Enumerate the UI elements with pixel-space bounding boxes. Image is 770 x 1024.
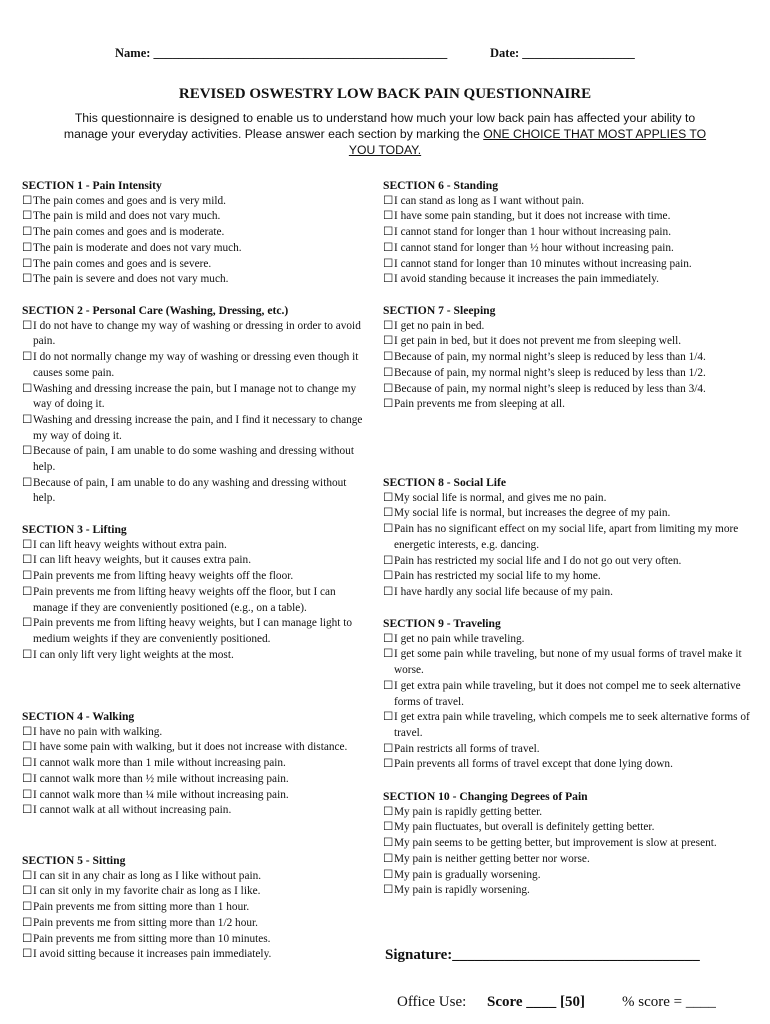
answer-option[interactable] bbox=[22, 225, 367, 241]
section-4 bbox=[22, 709, 367, 819]
checkbox-icon[interactable]: ☐ bbox=[383, 210, 394, 223]
answer-option[interactable] bbox=[383, 554, 755, 570]
checkbox-icon[interactable]: ☐ bbox=[22, 725, 33, 738]
answer-option[interactable] bbox=[22, 900, 367, 916]
answer-option-label: Pain prevents me from lifting heavy weights off the floor. bbox=[33, 570, 294, 583]
answer-option-label: Pain prevents me from lifting heavy weights, but I can manage light to medium weights if they are conveniently positioned. bbox=[33, 617, 353, 645]
answer-option[interactable] bbox=[22, 803, 367, 819]
checkbox-icon[interactable]: ☐ bbox=[383, 507, 394, 520]
answer-option[interactable] bbox=[383, 836, 755, 852]
office-use-label: Office Use: bbox=[397, 994, 467, 1010]
answer-option[interactable] bbox=[383, 272, 755, 288]
answer-option-label: My social life is normal, but increases the degree of my pain. bbox=[394, 507, 671, 520]
answer-option[interactable] bbox=[22, 194, 367, 210]
answer-option[interactable] bbox=[383, 491, 755, 507]
checkbox-icon[interactable]: ☐ bbox=[22, 772, 33, 785]
section-9 bbox=[383, 616, 755, 773]
answer-option[interactable] bbox=[22, 648, 367, 664]
answer-option-label: I can sit in any chair as long as I like without pain. bbox=[33, 869, 262, 882]
answer-option-label: I cannot stand for longer than 1 hour without increasing pain. bbox=[394, 226, 672, 239]
answer-option-label: Washing and dressing increase the pain, and I find it necessary to change my way of doing it. bbox=[33, 413, 363, 442]
checkbox-icon[interactable]: ☐ bbox=[383, 852, 394, 865]
answer-option[interactable] bbox=[22, 382, 367, 413]
checkbox-icon[interactable]: ☐ bbox=[22, 382, 33, 395]
answer-option-label: My pain is gradually worsening. bbox=[394, 868, 541, 881]
checkbox-icon[interactable]: ☐ bbox=[383, 711, 394, 724]
answer-option[interactable] bbox=[383, 710, 755, 741]
checkbox-icon[interactable]: ☐ bbox=[22, 932, 33, 945]
answer-option-label: I get some pain while traveling, but none of my usual forms of travel make it worse. bbox=[394, 648, 742, 677]
answer-option-label: I avoid standing because it increases the pain immediately. bbox=[394, 273, 659, 286]
answer-option[interactable] bbox=[22, 725, 367, 741]
answer-option-label: Pain prevents me from sitting more than 10 minutes. bbox=[33, 932, 271, 945]
section-title: SECTION 1 - Pain Intensity bbox=[22, 179, 162, 192]
answer-option[interactable] bbox=[22, 756, 367, 772]
checkbox-icon[interactable]: ☐ bbox=[22, 476, 33, 489]
intro-text-emphasis: ONE CHOICE THAT MOST APPLIES TO YOU TODAY. bbox=[348, 127, 707, 157]
answer-option-label: I can lift heavy weights without extra pain. bbox=[33, 538, 227, 551]
checkbox-icon[interactable]: ☐ bbox=[383, 554, 394, 567]
checkbox-icon[interactable]: ☐ bbox=[22, 351, 33, 364]
answer-option-label: I can stand as long as I want without pain. bbox=[394, 194, 585, 207]
intro-text bbox=[60, 110, 710, 158]
answer-option[interactable] bbox=[383, 319, 755, 335]
answer-option[interactable] bbox=[383, 350, 755, 366]
section-title: SECTION 2 - Personal Care (Washing, Dressing, etc.) bbox=[22, 304, 289, 317]
answer-option[interactable] bbox=[22, 272, 367, 288]
checkbox-icon[interactable]: ☐ bbox=[383, 319, 394, 332]
answer-option-label: I have hardly any social life because of my pain. bbox=[394, 585, 613, 598]
answer-option-label: My pain seems to be getting better, but improvement is slow at present. bbox=[394, 837, 717, 850]
section-title: SECTION 4 - Walking bbox=[22, 710, 135, 723]
checkbox-icon[interactable]: ☐ bbox=[22, 554, 33, 567]
answer-option[interactable] bbox=[22, 444, 367, 475]
checkbox-icon[interactable]: ☐ bbox=[383, 335, 394, 348]
answer-option-label: My pain is rapidly getting better. bbox=[394, 805, 543, 818]
checkbox-icon[interactable]: ☐ bbox=[383, 821, 394, 834]
answer-option[interactable] bbox=[383, 742, 755, 758]
answer-option[interactable] bbox=[383, 585, 755, 601]
checkbox-icon[interactable]: ☐ bbox=[383, 648, 394, 661]
answer-option-label: The pain comes and goes and is severe. bbox=[33, 257, 212, 270]
answer-option[interactable] bbox=[22, 616, 367, 647]
answer-option-label: I cannot stand for longer than 10 minutes without increasing pain. bbox=[394, 257, 692, 270]
section-title: SECTION 9 - Traveling bbox=[383, 617, 501, 630]
answer-option-label: My pain is rapidly worsening. bbox=[394, 884, 530, 897]
page-title: REVISED OSWESTRY LOW BACK PAIN QUESTIONNAIRE bbox=[178, 86, 592, 102]
checkbox-icon[interactable]: ☐ bbox=[383, 868, 394, 881]
answer-option[interactable] bbox=[22, 788, 367, 804]
answer-option-label: Because of pain, my normal night’s sleep is reduced by less than 1/2. bbox=[394, 366, 706, 379]
answer-option-label: My social life is normal, and gives me no pain. bbox=[394, 491, 607, 504]
answer-option[interactable] bbox=[22, 585, 367, 616]
answer-option[interactable] bbox=[22, 350, 367, 381]
checkbox-icon[interactable]: ☐ bbox=[22, 901, 33, 914]
answer-option[interactable] bbox=[22, 916, 367, 932]
section-3 bbox=[22, 522, 367, 663]
answer-option-label: Because of pain, my normal night’s sleep is reduced by less than 1/4. bbox=[394, 351, 706, 364]
checkbox-icon[interactable]: ☐ bbox=[383, 351, 394, 364]
answer-option[interactable] bbox=[383, 506, 755, 522]
date-field-label[interactable]: Date: __________________ bbox=[490, 46, 635, 60]
intro-text-main: This questionnaire is designed to enable us to understand how much your low back pain has affected your ability to manage your everyday activities. Please answer each section by marking the bbox=[63, 111, 696, 141]
answer-option[interactable] bbox=[22, 257, 367, 273]
checkbox-icon[interactable]: ☐ bbox=[22, 741, 33, 754]
signature-field[interactable]: Signature:_________________________________ bbox=[385, 947, 700, 963]
answer-option-label: I have no pain with walking. bbox=[33, 725, 163, 738]
checkbox-icon[interactable]: ☐ bbox=[383, 570, 394, 583]
checkbox-icon[interactable]: ☐ bbox=[383, 585, 394, 598]
section-1 bbox=[22, 178, 367, 288]
answer-option-label: The pain comes and goes and is moderate. bbox=[33, 226, 225, 239]
name-field-label[interactable]: Name: _______________________________________________ bbox=[115, 46, 448, 60]
answer-option-label: I get pain in bed, but it does not prevent me from sleeping well. bbox=[394, 335, 682, 348]
checkbox-icon[interactable]: ☐ bbox=[22, 885, 33, 898]
answer-option-label: I cannot walk more than 1 mile without increasing pain. bbox=[33, 757, 286, 770]
answer-option-label: Because of pain, I am unable to do some washing and dressing without help. bbox=[33, 445, 354, 474]
checkbox-icon[interactable]: ☐ bbox=[22, 257, 33, 270]
answer-option-label: Pain prevents me from lifting heavy weights off the floor, but I can manage if they are conveniently positioned (e.g., on a table). bbox=[33, 585, 336, 614]
answer-option[interactable] bbox=[383, 194, 755, 210]
checkbox-icon[interactable]: ☐ bbox=[22, 869, 33, 882]
answer-option[interactable] bbox=[383, 382, 755, 398]
answer-option[interactable] bbox=[383, 852, 755, 868]
answer-option-label: I have some pain with walking, but it does not increase with distance. bbox=[33, 741, 348, 754]
answer-option-label: Pain has no significant effect on my social life, apart from limiting my more energetic interests, e.g. dancing. bbox=[394, 523, 739, 551]
checkbox-icon[interactable]: ☐ bbox=[22, 788, 33, 801]
checkbox-icon[interactable]: ☐ bbox=[22, 210, 33, 223]
answer-option[interactable] bbox=[383, 868, 755, 884]
answer-option[interactable] bbox=[383, 225, 755, 241]
answer-option[interactable] bbox=[22, 869, 367, 885]
answer-option-label: Pain prevents me from sitting more than 1 hour. bbox=[33, 901, 250, 914]
checkbox-icon[interactable]: ☐ bbox=[22, 273, 33, 286]
checkbox-icon[interactable]: ☐ bbox=[383, 632, 394, 645]
answer-option[interactable] bbox=[383, 805, 755, 821]
answer-option-label: I cannot walk more than ½ mile without increasing pain. bbox=[33, 772, 289, 785]
checkbox-icon[interactable]: ☐ bbox=[22, 804, 33, 817]
answer-option-label: Pain prevents me from sitting more than 1/2 hour. bbox=[33, 916, 258, 929]
section-2 bbox=[22, 303, 367, 507]
checkbox-icon[interactable]: ☐ bbox=[383, 398, 394, 411]
checkbox-icon[interactable]: ☐ bbox=[383, 491, 394, 504]
checkbox-icon[interactable]: ☐ bbox=[22, 757, 33, 770]
answer-option-label: I cannot walk more than ¼ mile without increasing pain. bbox=[33, 788, 289, 801]
checkbox-icon[interactable]: ☐ bbox=[383, 758, 394, 771]
checkbox-icon[interactable]: ☐ bbox=[383, 805, 394, 818]
checkbox-icon[interactable]: ☐ bbox=[383, 366, 394, 379]
section-title: SECTION 3 - Lifting bbox=[22, 523, 127, 536]
answer-option[interactable] bbox=[22, 932, 367, 948]
answer-option[interactable] bbox=[383, 569, 755, 585]
answer-option-label: Pain restricts all forms of travel. bbox=[394, 742, 540, 755]
answer-option-label: I get no pain in bed. bbox=[394, 319, 485, 332]
answer-option-label: I can sit only in my favorite chair as long as I like. bbox=[33, 885, 261, 898]
checkbox-icon[interactable]: ☐ bbox=[22, 617, 33, 630]
section-title: SECTION 8 - Social Life bbox=[383, 476, 507, 489]
answer-option-label: I cannot walk at all without increasing pain. bbox=[33, 804, 232, 817]
answer-option-label: My pain fluctuates, but overall is definitely getting better. bbox=[394, 821, 655, 834]
answer-option-label: I cannot stand for longer than ½ hour without increasing pain. bbox=[394, 241, 674, 254]
checkbox-icon[interactable]: ☐ bbox=[22, 648, 33, 661]
answer-option-label: I do not have to change my way of washing or dressing in order to avoid pain. bbox=[33, 319, 361, 348]
checkbox-icon[interactable]: ☐ bbox=[383, 837, 394, 850]
section-6 bbox=[383, 178, 755, 288]
checkbox-icon[interactable]: ☐ bbox=[22, 241, 33, 254]
section-5 bbox=[22, 853, 367, 963]
answer-option[interactable] bbox=[22, 884, 367, 900]
checkbox-icon[interactable]: ☐ bbox=[383, 226, 394, 239]
answer-option[interactable] bbox=[22, 772, 367, 788]
percent-score-field[interactable]: % score = ____ bbox=[622, 994, 716, 1010]
answer-option-label: The pain comes and goes and is very mild. bbox=[33, 194, 226, 207]
answer-option[interactable] bbox=[383, 632, 755, 648]
checkbox-icon[interactable]: ☐ bbox=[22, 538, 33, 551]
answer-option-label: My pain is neither getting better nor worse. bbox=[394, 852, 590, 865]
answer-option[interactable] bbox=[22, 413, 367, 444]
answer-option[interactable] bbox=[383, 820, 755, 836]
checkbox-icon[interactable]: ☐ bbox=[383, 523, 394, 536]
answer-option-label: Pain prevents all forms of travel except that done lying down. bbox=[394, 758, 673, 771]
checkbox-icon[interactable]: ☐ bbox=[383, 742, 394, 755]
checkbox-icon[interactable]: ☐ bbox=[22, 194, 33, 207]
answer-option-label: I have some pain standing, but it does not increase with time. bbox=[394, 210, 671, 223]
answer-option-label: Washing and dressing increase the pain, but I manage not to change my way of doing it. bbox=[33, 382, 357, 411]
checkbox-icon[interactable]: ☐ bbox=[383, 273, 394, 286]
answer-option[interactable] bbox=[383, 334, 755, 350]
answer-option-label: I can lift heavy weights, but it causes extra pain. bbox=[33, 554, 252, 567]
answer-option[interactable] bbox=[22, 538, 367, 554]
section-8 bbox=[383, 475, 755, 601]
answer-option-label: I avoid sitting because it increases pain immediately. bbox=[33, 948, 272, 961]
answer-option-label: Because of pain, my normal night’s sleep is reduced by less than 3/4. bbox=[394, 382, 706, 395]
answer-option[interactable] bbox=[383, 257, 755, 273]
answer-option[interactable] bbox=[383, 883, 755, 899]
checkbox-icon[interactable]: ☐ bbox=[22, 413, 33, 426]
answer-option-label: Pain has restricted my social life to my home. bbox=[394, 570, 601, 583]
score-field[interactable]: Score ____ [50] bbox=[487, 994, 586, 1010]
answer-option[interactable] bbox=[383, 209, 755, 225]
answer-option[interactable] bbox=[22, 569, 367, 585]
answer-option[interactable] bbox=[22, 241, 367, 257]
checkbox-icon[interactable]: ☐ bbox=[22, 319, 33, 332]
answer-option-label: The pain is severe and does not vary much. bbox=[33, 273, 229, 286]
answer-option-label: I get extra pain while traveling, but it does not compel me to seek alternative forms of travel. bbox=[394, 679, 741, 708]
checkbox-icon[interactable]: ☐ bbox=[383, 884, 394, 897]
checkbox-icon[interactable]: ☐ bbox=[383, 241, 394, 254]
answer-option-label: I get extra pain while traveling, which compels me to seek alternative forms of travel. bbox=[394, 711, 750, 739]
answer-option[interactable] bbox=[22, 740, 367, 756]
answer-option-label: The pain is mild and does not vary much. bbox=[33, 210, 221, 223]
section-title: SECTION 7 - Sleeping bbox=[383, 304, 496, 317]
answer-option[interactable] bbox=[383, 366, 755, 382]
checkbox-icon[interactable]: ☐ bbox=[383, 257, 394, 270]
checkbox-icon[interactable]: ☐ bbox=[22, 916, 33, 929]
answer-option[interactable] bbox=[383, 522, 755, 553]
answer-option-label: Pain has restricted my social life and I do not go out very often. bbox=[394, 554, 682, 567]
checkbox-icon[interactable]: ☐ bbox=[22, 585, 33, 598]
answer-option-label: I do not normally change my way of washing or dressing even though it causes some pain. bbox=[33, 351, 359, 379]
section-10 bbox=[383, 789, 755, 899]
answer-option[interactable] bbox=[22, 319, 367, 350]
answer-option[interactable] bbox=[383, 679, 755, 710]
checkbox-icon[interactable]: ☐ bbox=[22, 226, 33, 239]
section-title: SECTION 5 - Sitting bbox=[22, 854, 126, 867]
section-title: SECTION 10 - Changing Degrees of Pain bbox=[383, 790, 588, 803]
answer-option[interactable] bbox=[22, 553, 367, 569]
answer-option-label: Because of pain, I am unable to do any washing and dressing without help. bbox=[33, 476, 347, 505]
checkbox-icon[interactable]: ☐ bbox=[383, 194, 394, 207]
answer-option[interactable] bbox=[383, 757, 755, 773]
answer-option-label: I get no pain while traveling. bbox=[394, 632, 525, 645]
checkbox-icon[interactable]: ☐ bbox=[383, 382, 394, 395]
answer-option[interactable] bbox=[22, 476, 367, 507]
checkbox-icon[interactable]: ☐ bbox=[22, 445, 33, 458]
answer-option[interactable] bbox=[22, 209, 367, 225]
answer-option-label: I can only lift very light weights at the most. bbox=[33, 648, 234, 661]
answer-option[interactable] bbox=[22, 947, 367, 963]
checkbox-icon[interactable]: ☐ bbox=[383, 679, 394, 692]
section-7 bbox=[383, 303, 755, 413]
answer-option[interactable] bbox=[383, 397, 755, 413]
checkbox-icon[interactable]: ☐ bbox=[22, 948, 33, 961]
section-title: SECTION 6 - Standing bbox=[383, 179, 499, 192]
answer-option[interactable] bbox=[383, 241, 755, 257]
checkbox-icon[interactable]: ☐ bbox=[22, 570, 33, 583]
answer-option[interactable] bbox=[383, 647, 755, 678]
answer-option-label: The pain is moderate and does not vary much. bbox=[33, 241, 242, 254]
answer-option-label: Pain prevents me from sleeping at all. bbox=[394, 398, 565, 411]
